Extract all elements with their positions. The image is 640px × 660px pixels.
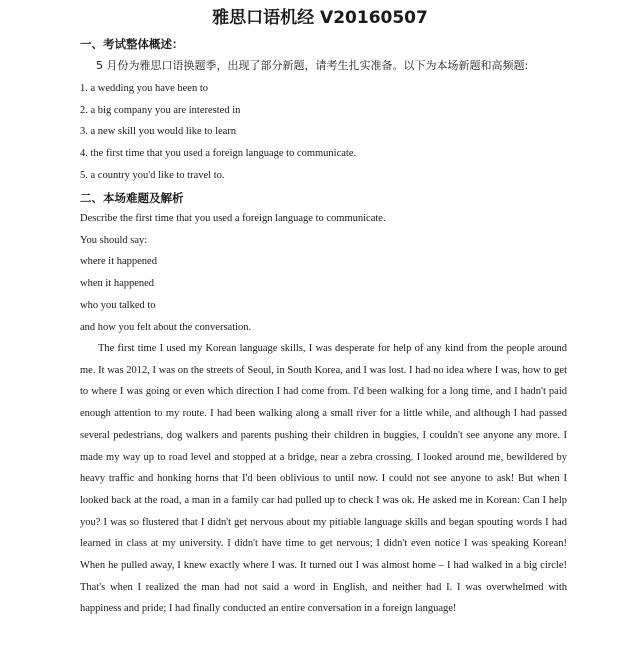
topic-item: 2. a big company you are interested in [80, 104, 241, 116]
topic-item: 5. a country you'd like to travel to. [80, 169, 225, 181]
cue-card-line: where it happened [80, 256, 157, 268]
section-heading-analysis: 二、本场难题及解析 [80, 191, 184, 205]
cue-card-line: and how you felt about the conversation. [80, 321, 252, 333]
intro-paragraph: 5 月份为雅思口语换题季，出现了部分新题，请考生扎实准备。以下为本场新题和高频题: [96, 59, 529, 72]
cue-card [80, 208, 386, 338]
topic-item: 1. a wedding you have been to [80, 83, 209, 94]
section-heading-overview: 一、考试整体概述： [80, 37, 184, 51]
cue-card-line: who you talked to [80, 299, 156, 311]
topic-item: 4. the first time that you used a foreign language to communicate. [80, 148, 357, 160]
cue-card-line: You should say: [80, 234, 148, 246]
answer-paragraph: The first time I used my Korean language skills, I was desperate for help of any kind from the people around me. It was 2012, I was on the streets of Seoul, in South Korea, and I was lost. I had no idea where I was, how to get to where I was going or even which direction I had come from. I'd been walking for a long time, and I hadn't paid enough attention to my route. I had been walking along a small river for a little while, and although I had passed several pedestrians, dog walkers and parents pushing their children in buggies, I couldn't see anyone any more. I made my way up to road level and stopped at a bridge, near a zebra crossing. I looked around me, bewildered by heavy traffic and honking horns that I'd been oblivious to until now. I could not see anyone to ask! But when I looked back at the road, a man in a family car had pulled up to check I was ok. He asked me in Korean: Can I help you? I was so flustered that I didn't get nervous about my pitiable language skills and began spouting words I had learned in class at my university. I didn't have time to get nervous; I didn't even notice I was speaking Korean! When he pulled away, I knew exactly where I was. It turned out I was almost home – I had walked in a big circle! That's when I realized the man had not said a word in English, and neither had I. I was overwhelmed with happiness and pride; I had finally conducted an entire conversation in a foreign language! [80, 343, 567, 615]
topic-list [80, 78, 356, 187]
cue-card-prompt: Describe the first time that you used a foreign language to communicate. [80, 213, 386, 224]
cue-card-line: when it happened [80, 278, 155, 290]
topic-item: 3. a new skill you would like to learn [80, 126, 237, 138]
document-title: 雅思口语机经 V20160507 [212, 8, 428, 28]
